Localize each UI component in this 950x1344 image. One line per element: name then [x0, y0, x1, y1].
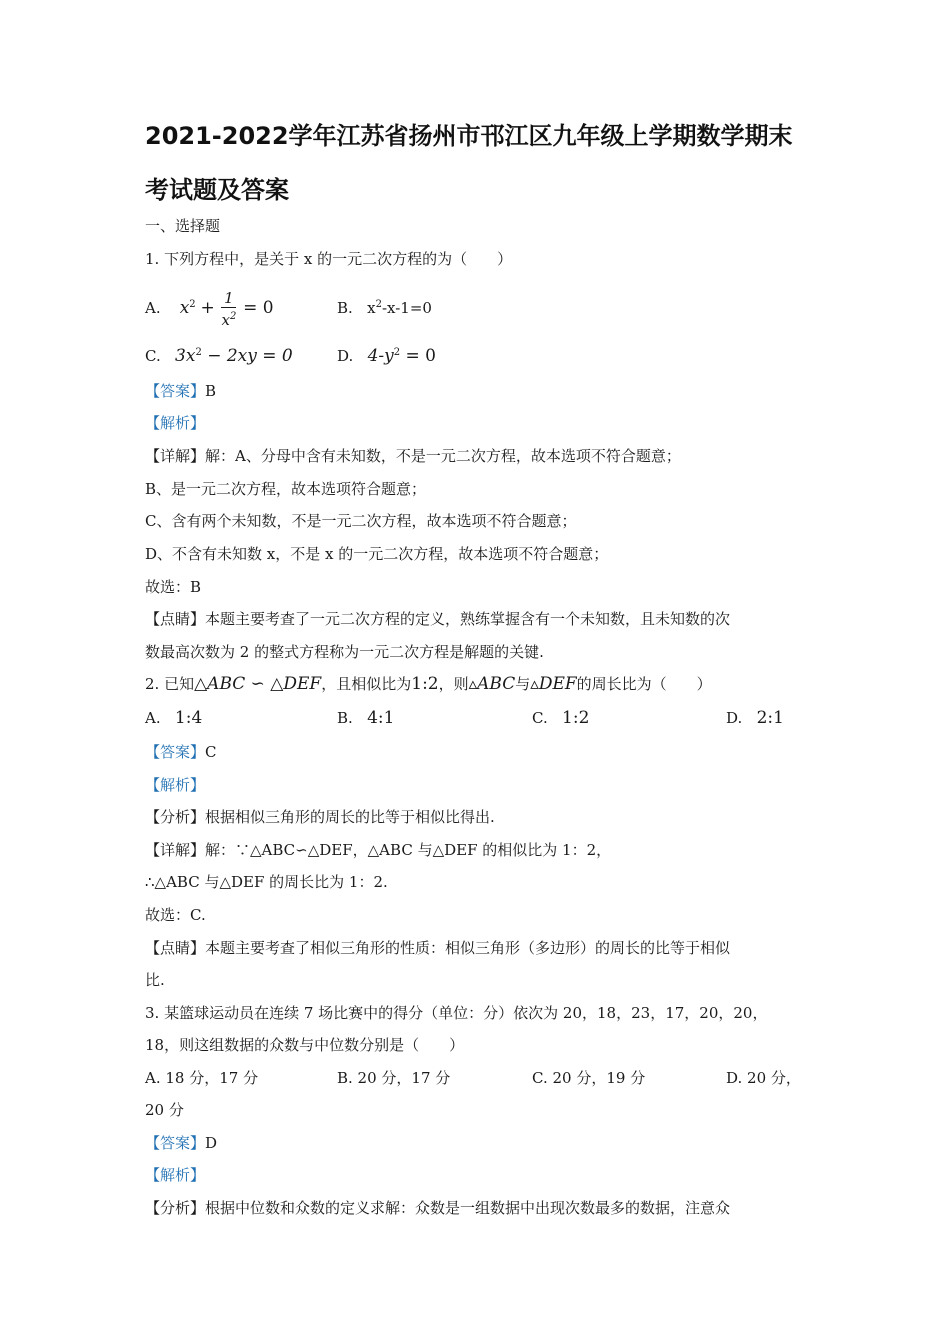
q1-option-a-fraction	[221, 289, 236, 329]
q3-option-a: A. 18 分，17 分	[145, 1069, 259, 1087]
q1-option-c: C. $3x^2 - 2xy = 0$	[145, 346, 293, 366]
q1-answer: 【答案】B	[145, 382, 217, 400]
q1-line-b: B、是一元二次方程，故本选项符合题意；	[145, 480, 427, 498]
q1-dianjing-2: 数最高次数为 2 的整式方程称为一元二次方程是解题的关键.	[145, 643, 544, 661]
q2-stem: 2. 已知△ABC ∽ △DEF，且相似比为1:2，则▵ABC与▵DEF的周长比为（ ）	[145, 674, 712, 694]
q1-option-a-x: x	[179, 298, 190, 318]
q3-analysis-label: 【解析】	[145, 1166, 206, 1184]
document-title-line1: 2021-2022学年江苏省扬州市邗江区九年级上学期数学期末	[145, 122, 793, 150]
q3-stem-2: 18，则这组数据的众数与中位数分别是（ ）	[145, 1036, 465, 1054]
document-title-line2: 考试题及答案	[145, 176, 289, 204]
q3-answer: 【答案】D	[145, 1134, 218, 1152]
q2-fenxi: 【分析】根据相似三角形的周长的比等于相似比得出.	[145, 808, 495, 826]
q1-choose: 故选：B	[145, 578, 202, 596]
q3-stem-1: 3. 某篮球运动员在连续 7 场比赛中的得分（单位：分）依次为 20，18，23，17，20，20，	[145, 1004, 768, 1022]
q1-option-a-numerator: 1	[221, 289, 236, 308]
q2-option-a: A. 1:4	[145, 708, 203, 728]
q2-choose: 故选：C.	[145, 906, 206, 924]
q2-answer: 【答案】C	[145, 743, 217, 761]
q1-line-c: C、含有两个未知数，不是一元二次方程，故本选项不符合题意；	[145, 512, 577, 530]
q1-detail: 【详解】解：A、分母中含有未知数，不是一元二次方程，故本选项不符合题意；	[145, 447, 681, 465]
q2-option-c: C. 1:2	[532, 708, 590, 728]
q2-option-d: D. 2:1	[726, 708, 784, 728]
q3-fenxi: 【分析】根据中位数和众数的定义求解：众数是一组数据中出现次数最多的数据，注意众	[145, 1199, 731, 1217]
q1-option-c-label: C.	[145, 347, 161, 365]
q1-option-a-exp: 2	[189, 299, 196, 310]
q2-therefore: ∴△ABC 与△DEF 的周长比为 1：2.	[145, 873, 388, 891]
q1-option-a-plus: +	[200, 298, 215, 318]
q2-option-b: B. 4:1	[337, 708, 395, 728]
q3-option-d-cont: 20 分	[145, 1101, 184, 1119]
q1-option-d-label: D.	[337, 347, 354, 365]
q1-option-d: D. $4-y^2 = 0$	[337, 346, 436, 366]
q1-analysis-label: 【解析】	[145, 414, 206, 432]
q1-option-b: B. $x^2-x-1=0$	[337, 299, 432, 317]
q1-dianjing-1: 【点睛】本题主要考查了一元二次方程的定义，熟练掌握含有一个未知数，且未知数的次	[145, 610, 731, 628]
q3-option-c: C. 20 分，19 分	[532, 1069, 646, 1087]
q2-dianjing-2: 比.	[145, 971, 165, 989]
q2-analysis-label: 【解析】	[145, 776, 206, 794]
q2-dianjing-1: 【点睛】本题主要考查了相似三角形的性质：相似三角形（多边形）的周长的比等于相似	[145, 939, 731, 957]
q1-option-a	[145, 285, 274, 329]
q1-line-d: D、不含有未知数 x，不是 x 的一元二次方程，故本选项不符合题意；	[145, 545, 609, 563]
q2-similar-triangles: △ABC ∽ △DEF	[194, 674, 322, 694]
q1-option-a-label: A.	[145, 299, 161, 317]
q3-option-b: B. 20 分，17 分	[337, 1069, 451, 1087]
q1-option-a-rhs: = 0	[243, 298, 274, 318]
section-heading: 一、选择题	[145, 217, 221, 235]
q2-detail: 【详解】解：∵△ABC∽△DEF，△ABC 与△DEF 的相似比为 1：2，	[145, 841, 612, 859]
q1-option-a-denominator: $x^2$	[221, 311, 237, 329]
q3-option-d: D. 20 分，	[726, 1069, 801, 1087]
q1-stem: 1. 下列方程中，是关于 x 的一元二次方程的为（ ）	[145, 250, 513, 268]
q1-option-b-label: B.	[337, 299, 353, 317]
